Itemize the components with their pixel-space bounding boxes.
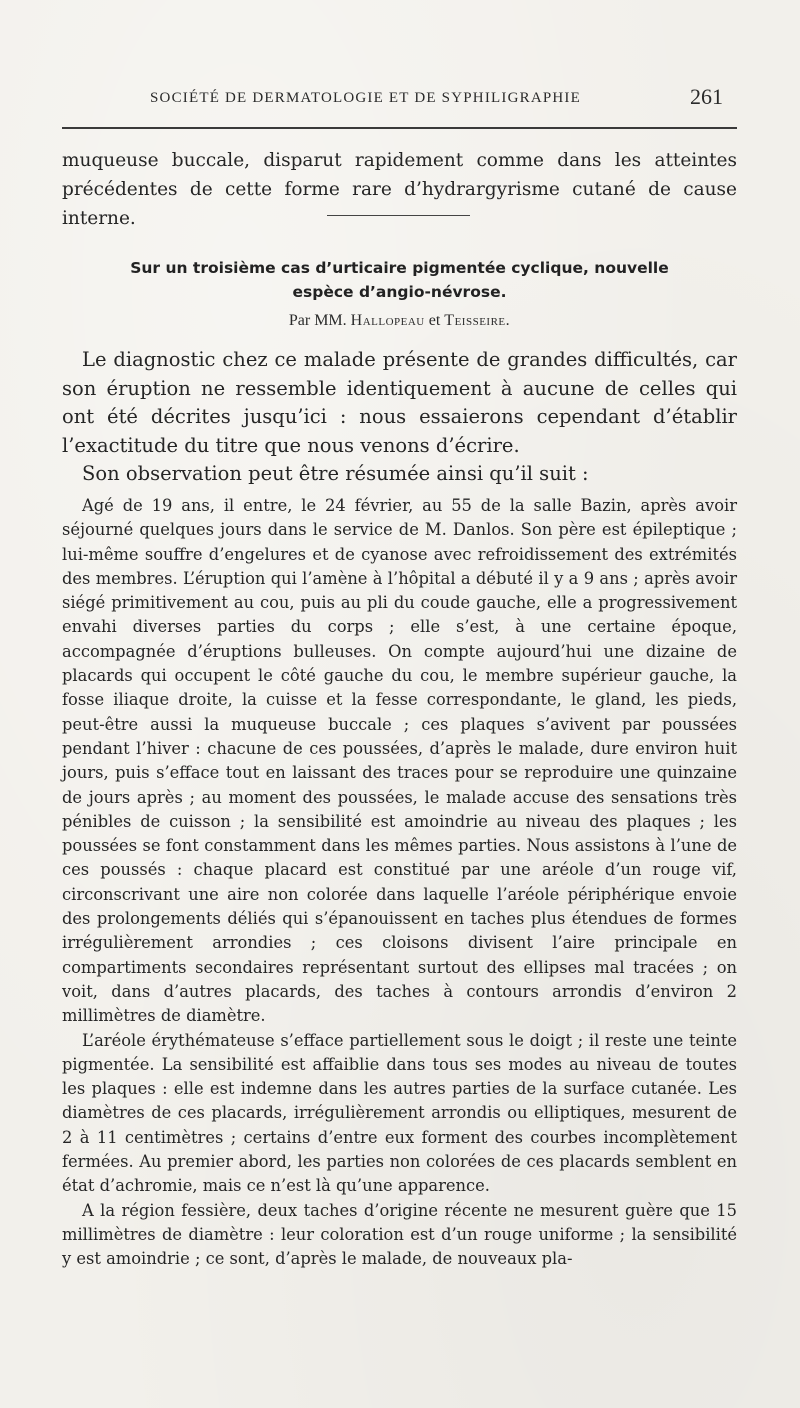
authors-and: et	[428, 312, 441, 329]
authors-prefix: Par MM.	[288, 312, 347, 329]
observation-section	[62, 494, 737, 1272]
carryover-text: muqueuse buccale, disparut rapidement comme dans les atteintes précédentes de cette forme rare d’hydrargyrisme cutané de cause interne.	[62, 150, 737, 229]
intro-section	[62, 346, 737, 489]
author-teisseire: Teisseire.	[444, 312, 511, 329]
running-title: SOCIÉTÉ DE DERMATOLOGIE ET DE SYPHILIGRAPHIE	[150, 90, 581, 106]
page-number: 261	[690, 84, 723, 109]
article-title-line-2: espèce d’angio-névrose.	[292, 283, 507, 301]
header-rule	[62, 127, 737, 129]
intro-paragraph: Son observation peut être résumée ainsi qu’il suit :	[82, 462, 589, 486]
carryover-paragraph	[62, 146, 737, 233]
observation-paragraph: Agé de 19 ans, il entre, le 24 février, au 55 de la salle Bazin, après avoir séjourné quelques jours dans le service de M. Danlos. Son père est épileptique ; lui-même souffre d’engelures et de cyanose avec refroidissement des extrémités des membres. L’éruption qui l’amène à l’hôpital a débuté il y a 9 ans ; après avoir siégé primitivement au cou, puis au pli du coude gauche, elle a progressivement envahi diverses parties du corps ; elle s’est, à une certaine époque, accompagnée d’éruptions bulleuses. On compte aujourd’hui une dizaine de placards qui occupent le côté gauche du cou, le membre supérieur gauche, la fosse iliaque droite, la cuisse et la fesse correspondante, le gland, les pieds, peut-être aussi la muqueuse buccale ; ces plaques s’avivent par poussées pendant l’hiver : chacune de ces poussées, d’après le malade, dure environ huit jours, puis s’efface tout en laissant des traces pour se reproduire une quinzaine de jours après ; au moment des poussées, le malade accuse des sensations très pénibles de cuisson ; la sensibilité est amoindrie au niveau des plaques ; les poussées se font constamment dans les mêmes parties. Nous assistons à l’une de ces poussés : chaque placard est constitué par une aréole d’un rouge vif, circonscrivant une aire non colorée dans laquelle l’aréole périphérique envoie des prolongements déliés qui s’épanouissent en taches plus étendues de formes irrégulièrement arrondies ; ces cloisons divisent l’aire principale en compartiments secondaires représentant surtout des ellipses mal tracées ; on voit, dans d’autres placards, des taches à contours arrondis d’environ 2 millimètres de diamètre.	[62, 496, 737, 1026]
section-separator	[327, 215, 470, 216]
article-title	[62, 256, 737, 304]
article-title-line-1: Sur un troisième cas d’urticaire pigmentée cyclique, nouvelle	[130, 259, 669, 277]
intro-paragraph: Le diagnostic chez ce malade présente de grandes difficultés, car son éruption ne ressemble identiquement à aucune de celles qui ont été décrites jusqu’ici : nous essaierons cependant d’établir l’exactitude du titre que nous venons d’écrire.	[62, 348, 737, 457]
author-hallopeau: Hallopeau	[350, 312, 425, 329]
observation-paragraph: A la région fessière, deux taches d’origine récente ne mesurent guère que 15 millimètres de diamètre : leur coloration est d’un rouge uniforme ; la sensibilité y est amoindrie ; ce sont, d’après le malade, de nouveaux pla-	[62, 1200, 737, 1269]
observation-paragraph: L’aréole érythémateuse s’efface partiellement sous le doigt ; il reste une teinte pigmentée. La sensibilité est affaiblie dans tous ses modes au niveau de toutes les plaques : elle est indemne dans les autres parties de la surface cutanée. Les diamètres de ces placards, irrégulièrement arrondis ou elliptiques, mesurent de 2 à 11 centimètres ; certains d’entre eux forment des courbes incomplètement fermées. Au premier abord, les parties non colorées de ces placards semblent en état d’achromie, mais ce n’est là qu’une apparence.	[62, 1030, 737, 1196]
article-authors	[62, 312, 737, 330]
